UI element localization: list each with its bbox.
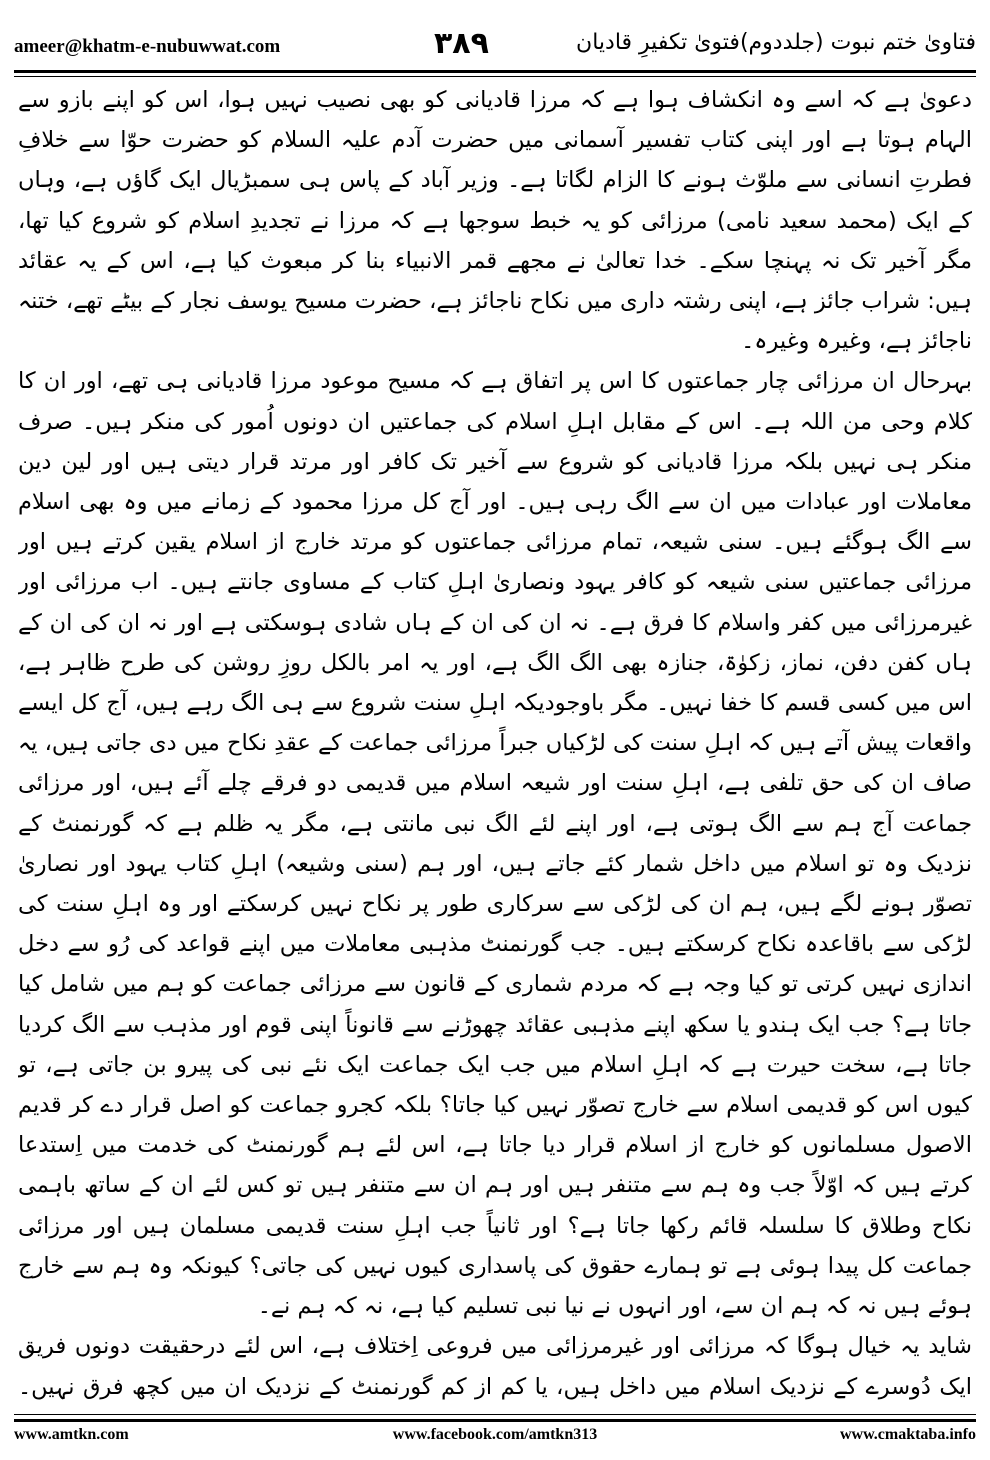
book-title: فتاویٰ ختم نبوت (جلددوم)فتویٰ تکفیرِ قادیان (576, 30, 976, 55)
header-email[interactable]: ameer@khatm-e-nubuwwat.com (14, 36, 281, 57)
paragraph-3: شاید یہ خیال ہوگا کہ مرزائی اور غیرمرزائی میں فروعی اِختلاف ہے، اس لئے درحقیقت دونوں فریق ایک دُوسرے کے نزدیک اسلام میں داخل ہیں، یا کم از کم گورنمنٹ کے نزدیک ان میں کچھ فرق نہیں۔ (18, 1333, 972, 1400)
footer-rule-thin (14, 1414, 976, 1415)
paragraph-1: دعویٰ ہے کہ اسے وہ انکشاف ہوا ہے کہ مرزا قادیانی کو بھی نصیب نہیں ہوا، اس کو اپنے بازو سے الہام ہوتا ہے اور اپنی کتاب تفسیر آسمانی میں حضرت آدم علیہ السلام کو حضرت حوّا سے خلافِ فطرتِ انسانی سے ملوّث ہونے کا الزام لگاتا ہے۔ وزیر آباد کے پاس ہی سمبڑیال ایک گاؤں ہے، وہاں کے ایک (محمد سعید نامی) مرزائی کو یہ خبط سوجھا ہے کہ مرزا نے تجدیدِ اسلام کو شروع کیا تھا، مگر آخیر تک نہ پہنچا سکے۔ خدا تعالیٰ نے مجھے قمر الانبیاء بنا کر مبعوث کیا ہے، اس کے یہ عقائد ہیں: شراب جائز ہے، اپنی رشتہ داری میں نکاح ناجائز ہے، حضرت مسیح یوسف نجار کے بیٹے تھے، ختنہ ناجائز ہے، وغیرہ وغیرہ۔ (18, 87, 972, 355)
header-rule-thin (14, 76, 976, 77)
page-number: ۳۸۹ (434, 26, 489, 61)
paragraph-2: بہرحال ان مرزائی چار جماعتوں کا اس پر اتفاق ہے کہ مسیح موعود مرزا قادیانی ہی تھے، اور ان کا کلام وحی من اللہ ہے۔ اس کے مقابل اہلِ اسلام کی جماعتیں ان دونوں اُمور کی منکر ہیں۔ صرف منکر ہی نہیں بلکہ مرزا قادیانی کو شروع سے آخیر تک کافر اور مرتد قرار دیتی ہیں اور لین دین معاملات اور عبادات میں ان سے الگ رہی ہیں۔ اور آج کل مرزا محمود کے زمانے میں وہ بھی اسلام سے الگ ہوگئے ہیں۔ سنی شیعہ، تمام مرزائی جماعتوں کو مرتد خارج از اسلام یقین کرتے ہیں اور مرزائی جماعتیں سنی شیعہ کو کافر یہود ونصاریٰ اہلِ کتاب کے مساوی جانتے ہیں۔ اب مرزائی اور غیرمرزائی میں کفر واسلام کا فرق ہے۔ نہ ان کی ان کے ہاں شادی ہوسکتی ہے اور نہ ان کی ان کے ہاں کفن دفن، نماز، زکوٰۃ، جنازہ بھی الگ الگ ہے، اور یہ امر بالکل روزِ روشن کی طرح ظاہر ہے، اس میں کسی قسم کا خفا نہیں۔ مگر باوجودیکہ اہلِ سنت شروع سے ہی الگ رہے ہیں، آج کل ایسے واقعات پیش آتے ہیں کہ اہلِ سنت کی لڑکیاں جبراً مرزائی جماعت کے عقدِ نکاح میں دی جاتی ہیں، یہ صاف ان کی حق تلفی ہے، اہلِ سنت اور شیعہ اسلام میں قدیمی دو فرقے چلے آئے ہیں، اور مرزائی جماعت آج ہم سے الگ ہوتی ہے، اور اپنے لئے الگ نبی مانتی ہے، مگر یہ ظلم ہے کہ گورنمنٹ کے نزدیک وہ تو اسلام میں داخل شمار کئے جاتے ہیں، اور ہم (سنی وشیعہ) اہلِ کتاب یہود اور نصاریٰ تصوّر ہونے لگے ہیں، ہم ان کی لڑکی سے سرکاری طور پر نکاح نہیں کرسکتے اور وہ اہلِ سنت کی لڑکی سے باقاعدہ نکاح کرسکتے ہیں۔ جب گورنمنٹ مذہبی معاملات میں اپنے قواعد کی رُو سے دخل اندازی نہیں کرتی تو کیا وجہ ہے کہ مردم شماری کے قانون سے مرزائی جماعت کو ہم میں شامل کیا جاتا ہے؟ جب ایک ہندو یا سکھ اپنے مذہبی عقائد چھوڑنے سے قانوناً اپنی قوم اور مذہب سے الگ کردیا جاتا ہے، سخت حیرت ہے کہ اہلِ اسلام میں جب ایک جماعت ایک نئے نبی کی پیرو بن جاتی ہے، تو کیوں اس کو قدیمی اسلام سے خارج تصوّر نہیں کیا جاتا؟ بلکہ کجرو جماعت کو اصل قرار دے کر قدیم الاصول مسلمانوں کو خارج از اسلام قرار دیا جاتا ہے، اس لئے ہم گورنمنٹ کی خدمت میں اِستدعا کرتے ہیں کہ اوّلاً جب وہ ہم سے متنفر ہیں اور ہم ان سے متنفر ہیں تو کس لئے ان کے ساتھ باہمی نکاح وطلاق کا سلسلہ قائم رکھا جاتا ہے؟ اور ثانیاً جب اہلِ سنت قدیمی مسلمان ہیں اور مرزائی جماعت کل پیدا ہوئی ہے تو ہمارے حقوق کی پاسداری کیوں نہیں کی جاتی؟ کیونکہ وہ ہم سے خارج ہوئے ہیں نہ کہ ہم ان سے، اور انہوں نے نیا نبی تسلیم کیا ہے، نہ کہ ہم نے۔ (18, 368, 972, 1320)
footer-link-amtkn[interactable]: www.amtkn.com (14, 1426, 129, 1443)
page-header (14, 26, 976, 66)
footer-link-cmaktaba[interactable]: www.cmaktaba.info (839, 1426, 976, 1443)
page-body (18, 80, 972, 1410)
footer-rule-thick (14, 1419, 976, 1422)
page-footer (14, 1426, 976, 1448)
header-rule-thick (14, 70, 976, 73)
footer-link-facebook[interactable]: www.facebook.com/amtkn313 (392, 1426, 598, 1443)
